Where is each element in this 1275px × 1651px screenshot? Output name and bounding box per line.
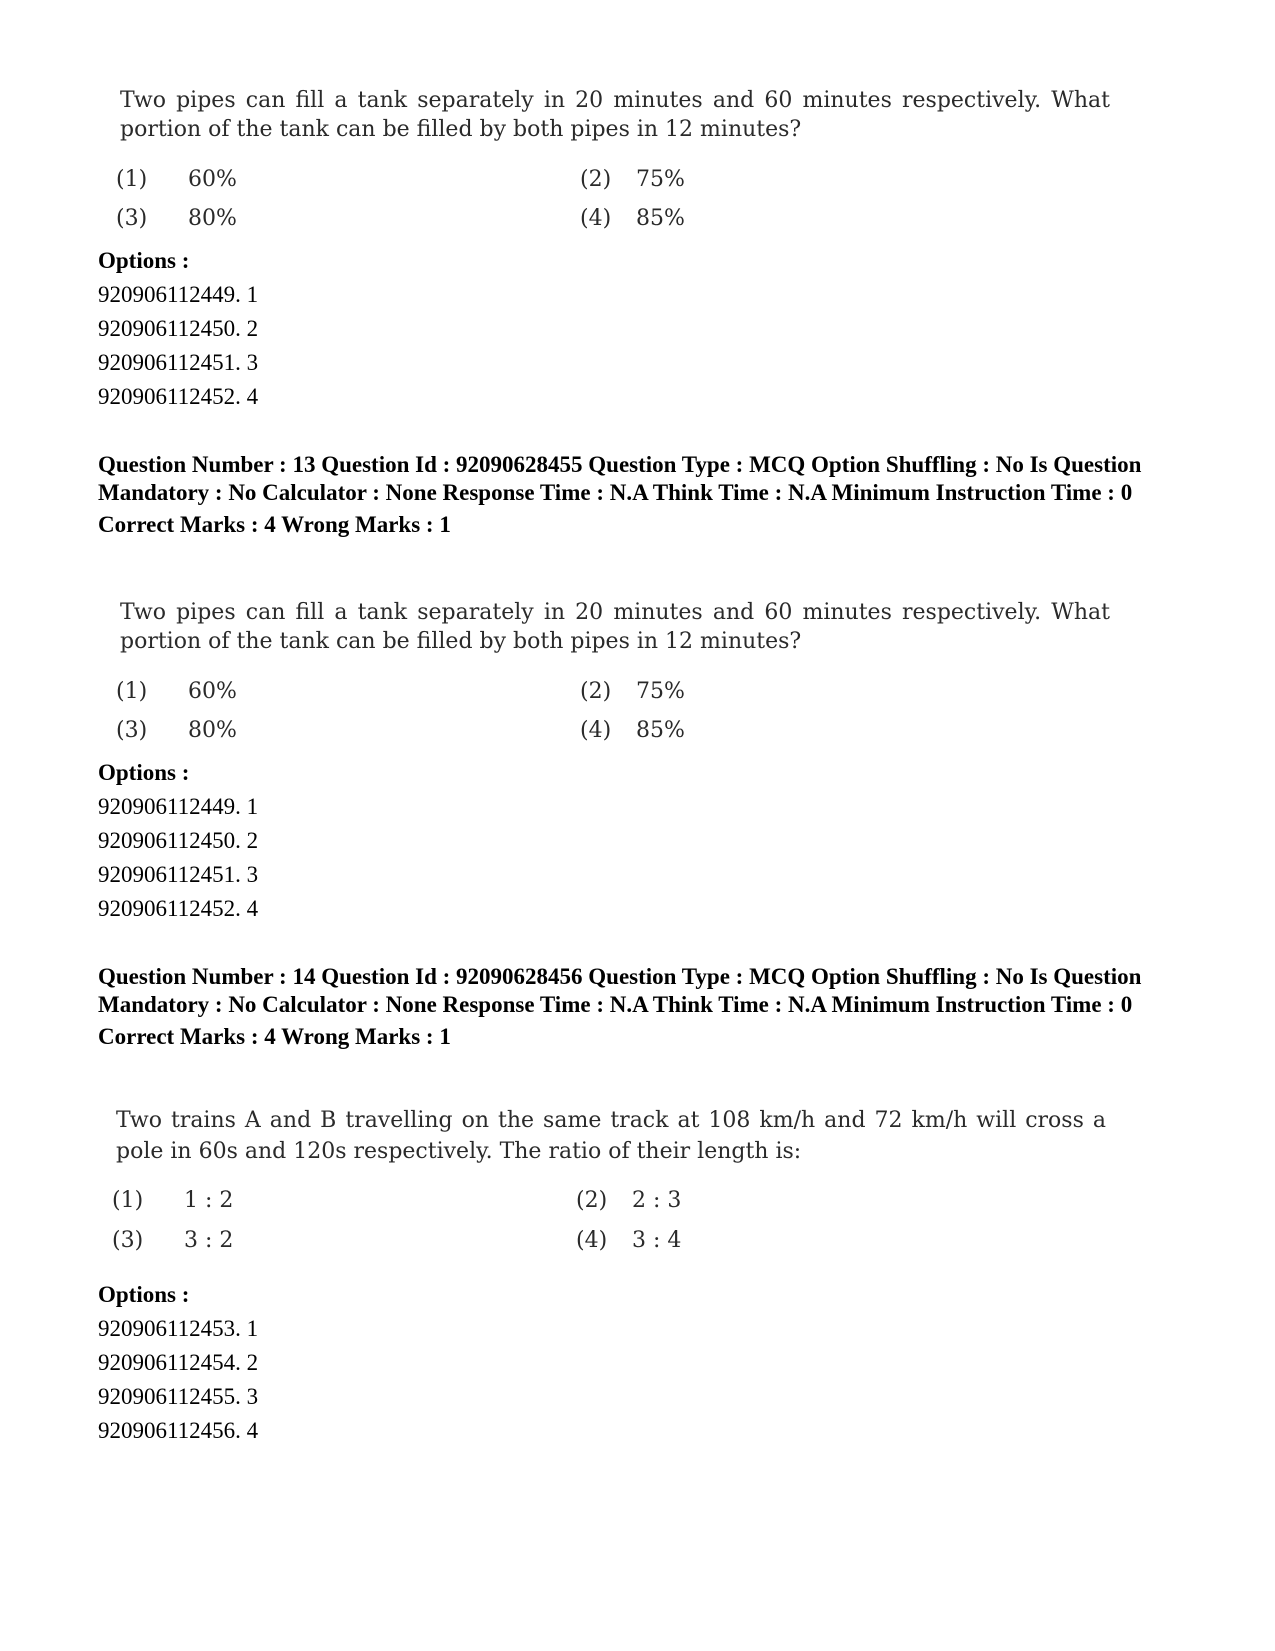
choice-text: 1 : 2 <box>184 1188 234 1213</box>
choice-number: (1) <box>112 1188 144 1213</box>
choice-number: (4) <box>580 206 612 231</box>
choice-text: 60% <box>188 679 237 704</box>
answer-choices <box>116 164 1110 244</box>
choice-text: 2 : 3 <box>632 1188 682 1213</box>
choice-number: (2) <box>576 1188 608 1213</box>
choice-text: 75% <box>636 679 685 704</box>
answer-choices <box>112 1185 1106 1265</box>
options-list-q13 <box>98 756 258 926</box>
option-id: 920906112449. 1 <box>98 282 259 307</box>
question-text: Two pipes can fill a tank separately in 20 minutes and 60 minutes respectively. What portion of the tank can be filled by both pipes in 12 minutes? <box>120 88 1110 142</box>
question-header: Question Number : 14 Question Id : 92090628456 Question Type : MCQ Option Shuffling : No Is Question Mandatory : No Calculator : None Response Time : N.A Think Time : N.A Minimum Instruction Time : 0 <box>98 964 1142 1017</box>
choice-number: (1) <box>116 167 148 192</box>
option-id: 920906112455. 3 <box>98 1384 259 1409</box>
choice-2 <box>580 676 685 708</box>
choice-number: (3) <box>116 206 148 231</box>
choice-text: 3 : 2 <box>184 1228 234 1253</box>
question-meta-q14 <box>98 963 1178 1051</box>
choice-number: (2) <box>580 679 612 704</box>
option-id: 920906112452. 4 <box>98 896 259 921</box>
choice-4 <box>580 715 685 747</box>
choice-number: (4) <box>576 1228 608 1253</box>
choice-text: 85% <box>636 718 685 743</box>
choice-2 <box>580 164 685 196</box>
option-id: 920906112454. 2 <box>98 1350 259 1375</box>
answer-choices <box>116 676 1110 756</box>
choice-number: (3) <box>116 718 148 743</box>
choice-number: (4) <box>580 718 612 743</box>
option-id: 920906112453. 1 <box>98 1316 259 1341</box>
question-image-q14 <box>112 1105 1106 1265</box>
marks-line: Correct Marks : 4 Wrong Marks : 1 <box>98 512 451 537</box>
choice-4 <box>576 1225 681 1257</box>
choice-1 <box>116 676 237 708</box>
options-list-q12 <box>98 244 258 414</box>
option-id: 920906112451. 3 <box>98 862 259 887</box>
options-list-q14 <box>98 1278 258 1448</box>
choice-number: (1) <box>116 679 148 704</box>
question-meta-q13 <box>98 451 1178 539</box>
choice-1 <box>112 1185 233 1217</box>
option-id: 920906112456. 4 <box>98 1418 259 1443</box>
choice-3 <box>112 1225 233 1257</box>
question-text: Two pipes can fill a tank separately in 20 minutes and 60 minutes respectively. What portion of the tank can be filled by both pipes in 12 minutes? <box>120 600 1110 654</box>
choice-text: 80% <box>188 718 237 743</box>
choice-text: 3 : 4 <box>632 1228 682 1253</box>
question-image-q13 <box>116 598 1110 756</box>
option-id: 920906112451. 3 <box>98 350 259 375</box>
choice-2 <box>576 1185 681 1217</box>
choice-3 <box>116 715 237 747</box>
question-header: Question Number : 13 Question Id : 92090628455 Question Type : MCQ Option Shuffling : No Is Question Mandatory : No Calculator : None Response Time : N.A Think Time : N.A Minimum Instruction Time : 0 <box>98 452 1142 505</box>
options-title: Options : <box>98 248 190 273</box>
choice-4 <box>580 203 685 235</box>
marks-line: Correct Marks : 4 Wrong Marks : 1 <box>98 1024 451 1049</box>
choice-number: (2) <box>580 167 612 192</box>
choice-text: 60% <box>188 167 237 192</box>
options-title: Options : <box>98 760 190 785</box>
choice-number: (3) <box>112 1228 144 1253</box>
option-id: 920906112450. 2 <box>98 316 259 341</box>
question-text: Two trains A and B travelling on the same track at 108 km/h and 72 km/h will cross a pole in 60s and 120s respectively. The ratio of their length is: <box>116 1108 1106 1164</box>
option-id: 920906112449. 1 <box>98 794 259 819</box>
choice-3 <box>116 203 237 235</box>
question-image-q12 <box>116 86 1110 244</box>
options-title: Options : <box>98 1282 190 1307</box>
choice-1 <box>116 164 237 196</box>
choice-text: 85% <box>636 206 685 231</box>
option-id: 920906112450. 2 <box>98 828 259 853</box>
option-id: 920906112452. 4 <box>98 384 259 409</box>
choice-text: 75% <box>636 167 685 192</box>
choice-text: 80% <box>188 206 237 231</box>
